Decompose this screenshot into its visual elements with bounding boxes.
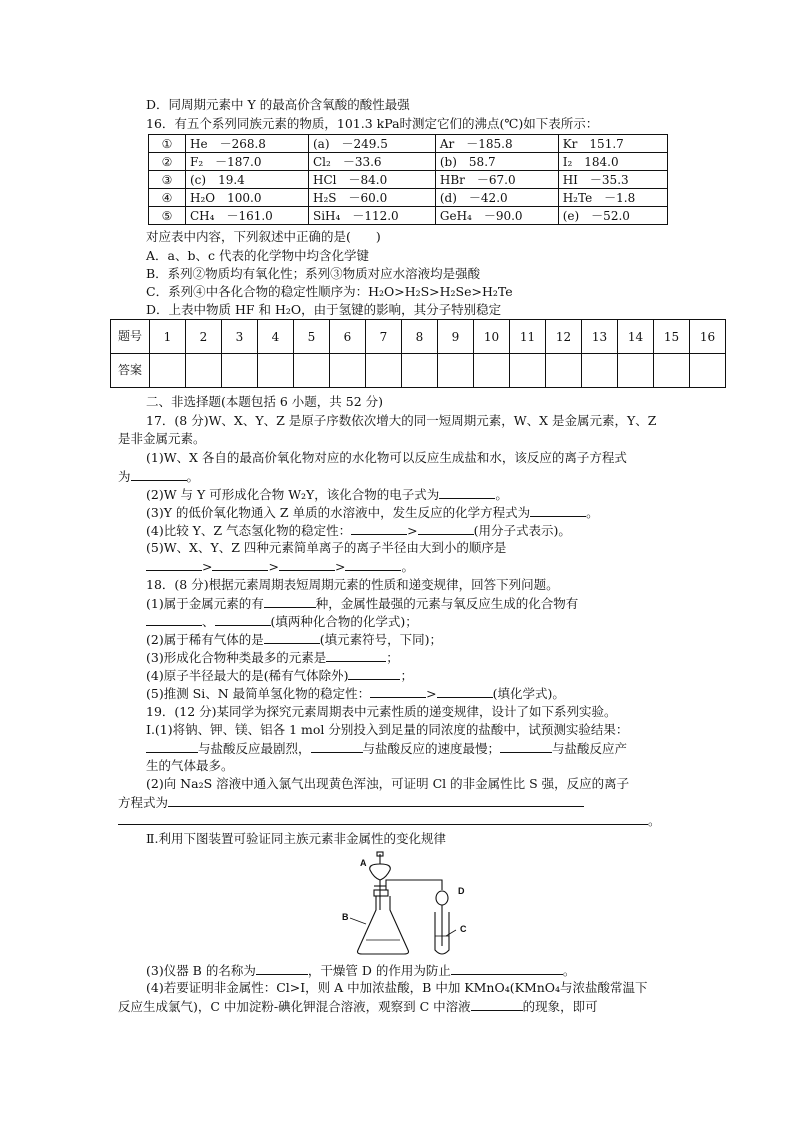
q19-line7-end: 。 (648, 813, 661, 828)
q17-line7-sep: > (407, 523, 418, 538)
answer-cell[interactable] (546, 354, 582, 388)
separatory-funnel (370, 864, 391, 880)
q17-line5 (146, 486, 508, 503)
table-row (149, 207, 668, 225)
answer-cell[interactable] (654, 354, 690, 388)
q17-line6-text: (3)Y 的低价氧化物通入 Z 单质的水溶液中，发生反应的化学方程式为 (146, 505, 531, 520)
q18-line7 (146, 685, 565, 702)
q18-line2 (146, 595, 578, 612)
q19-line5: (2)向 Na₂S 溶液中通入氯气出现黄色浑浊，可证明 Cl 的非金属性比 S 强，反应的离子 (146, 776, 630, 791)
answer-num: 6 (330, 320, 366, 354)
q19-line1: 19．(12 分)某同学为探究元素周期表中元素性质的递变规律，设计了如下系列实验。 (146, 704, 617, 719)
table-cell: (d) －42.0 (435, 189, 558, 207)
answer-cell[interactable] (186, 354, 222, 388)
answer-cell[interactable] (294, 354, 330, 388)
answer-num: 16 (690, 320, 726, 354)
answer-blank[interactable] (348, 667, 400, 680)
table-row (149, 135, 668, 153)
q19-line11 (118, 998, 598, 1015)
answer-num: 12 (546, 320, 582, 354)
q17-line9 (146, 558, 414, 575)
q17-line7-end: (用分子式表示)。 (473, 523, 571, 538)
answer-blank[interactable] (351, 522, 407, 535)
answer-table-header-num: 题号 (111, 320, 150, 354)
apparatus-figure (338, 850, 478, 960)
table-cell: Cl₂ －33.6 (309, 153, 436, 171)
answer-num: 10 (474, 320, 510, 354)
q18-line7-sep: > (426, 686, 437, 701)
table-row (149, 189, 668, 207)
answer-num: 11 (510, 320, 546, 354)
table-row (149, 153, 668, 171)
q17-line6-end: 。 (586, 505, 599, 520)
drying-tube (436, 891, 448, 905)
q18-line7-end: (填化学式)。 (492, 686, 565, 701)
q16-option-a: A．a、b、c 代表的化学物中均含化学键 (146, 248, 369, 263)
q18-line6-end: ； (400, 668, 413, 683)
answer-table-header-answer: 答案 (111, 354, 150, 388)
answer-cell[interactable] (474, 354, 510, 388)
q16-option-d: D．上表中物质 HF 和 H₂O，由于氢键的影响，其分子特别稳定 (146, 302, 502, 317)
answer-cell[interactable] (330, 354, 366, 388)
table-cell: HBr －67.0 (435, 171, 558, 189)
q19-line3-text2: 与盐酸反应的速度最慢； (362, 741, 501, 756)
table-cell: (a) －249.5 (309, 135, 436, 153)
label-c: C (460, 924, 467, 934)
boiling-point-table (148, 134, 668, 225)
answer-num: 5 (294, 320, 330, 354)
answer-blank[interactable] (168, 794, 584, 807)
table-cell: He －268.8 (186, 135, 309, 153)
q17-line3: (1)W、X 各自的最高价氧化物对应的水化物可以反应生成盐和水，该反应的离子方程式 (146, 450, 627, 465)
table-cell: ③ (149, 171, 186, 189)
answer-blank[interactable] (279, 558, 335, 571)
q19-line3-text: 与盐酸反应最剧烈， (198, 741, 311, 756)
q18-line5 (146, 649, 399, 666)
q19-line10: (4)若要证明非金属性：Cl>I，则 A 中加浓盐酸，B 中加 KMnO₄(KMnO₄与浓盐酸常温下 (146, 980, 648, 995)
q19-line6 (118, 794, 584, 811)
q17-line9-sep: > (202, 559, 213, 574)
q17-line9-sep: > (334, 559, 346, 574)
table-cell: (b) 58.7 (435, 153, 558, 171)
answer-blank[interactable] (471, 998, 523, 1011)
answer-cell[interactable] (258, 354, 294, 388)
q18-line4-end: (填元素符号，下同)； (319, 632, 442, 647)
table-cell: SiH₄ －112.0 (309, 207, 436, 225)
answer-cell[interactable] (150, 354, 186, 388)
answer-cell[interactable] (222, 354, 258, 388)
answer-blank[interactable] (256, 962, 308, 975)
table-cell: GeH₄ －90.0 (435, 207, 558, 225)
table-cell: F₂ －187.0 (186, 153, 309, 171)
q18-line3-end: (填两种化合物的化学式)； (270, 614, 418, 629)
answer-num: 4 (258, 320, 294, 354)
q17-line4-end: 。 (186, 469, 200, 484)
q19-line8: Ⅱ.利用下图装置可验证同主族元素非金属性的变化规律 (146, 831, 446, 846)
table-cell: CH₄ －161.0 (186, 207, 309, 225)
q17-line5-end: 。 (495, 487, 508, 502)
table-cell: HI －35.3 (558, 171, 667, 189)
answer-blank[interactable] (311, 740, 363, 753)
label-d: D (458, 886, 465, 896)
answer-cell[interactable] (618, 354, 654, 388)
q17-line2: 是非金属元素。 (118, 431, 206, 446)
answer-num: 1 (150, 320, 186, 354)
table-row (111, 320, 726, 354)
answer-cell[interactable] (690, 354, 726, 388)
table-cell: ⑤ (149, 207, 186, 225)
answer-num: 15 (654, 320, 690, 354)
table-cell: Kr 151.7 (558, 135, 667, 153)
table-row (111, 354, 726, 388)
answer-num: 3 (222, 320, 258, 354)
answer-cell[interactable] (366, 354, 402, 388)
q19-line2: Ⅰ.(1)将钠、钾、镁、铝各 1 mol 分别投入到足量的同浓度的盐酸中，试预测实验结果： (146, 722, 629, 737)
answer-blank[interactable] (146, 558, 202, 571)
part2-heading: 二、非选择题(本题包括 6 小题，共 52 分) (146, 394, 384, 409)
q16-option-b: B．系列②物质均有氧化性；系列③物质对应水溶液均是强酸 (146, 266, 481, 281)
q18-line6-text: (4)原子半径最大的是(稀有气体除外) (146, 668, 349, 683)
q18-line4-text: (2)属于稀有气体的是 (146, 632, 264, 647)
label-b: B (342, 912, 349, 922)
answer-blank[interactable] (146, 613, 202, 626)
q17-line4-text: 为 (118, 469, 131, 484)
table-cell: ① (149, 135, 186, 153)
answer-blank[interactable] (370, 685, 426, 698)
q18-line1: 18．(8 分)根据元素周期表短周期元素的性质和递变规律，回答下列问题。 (146, 577, 559, 592)
answer-num: 14 (618, 320, 654, 354)
answer-cell[interactable] (510, 354, 546, 388)
q18-line7-text: (5)推测 Si、N 最简单氢化物的稳定性： (146, 686, 371, 701)
answer-blank[interactable] (500, 740, 552, 753)
q19-line3-text3: 与盐酸反应产 (552, 741, 628, 756)
answer-blank[interactable] (439, 486, 495, 499)
table-cell: Ar －185.8 (435, 135, 558, 153)
q18-line6 (146, 667, 413, 684)
q19-line9-text: (3)仪器 B 的名称为 (146, 963, 256, 978)
q17-line8: (5)W、X、Y、Z 四种元素简单离子的离子半径由大到小的顺序是 (146, 540, 507, 555)
answer-blank[interactable] (451, 962, 563, 975)
q15-option-d: D．同周期元素中 Y 的最高价含氧酸的酸性最强 (146, 97, 410, 112)
q16-option-c: C．系列④中各化合物的稳定性顺序为：H₂O>H₂S>H₂Se>H₂Te (146, 284, 513, 299)
answer-cell[interactable] (582, 354, 618, 388)
label-a: A (360, 858, 367, 868)
table-cell: H₂O 100.0 (186, 189, 309, 207)
q16-ask: 对应表中内容，下列叙述中正确的是( ) (146, 229, 381, 244)
table-cell: HCl －84.0 (309, 171, 436, 189)
q18-line2-text2: 种，金属性最强的元素与氧反应生成的化合物有 (315, 596, 579, 611)
q19-line7 (118, 812, 661, 829)
answer-blank[interactable] (146, 740, 198, 753)
q19-line9-end: 。 (562, 963, 576, 978)
conical-flask (358, 896, 409, 954)
answer-num: 7 (366, 320, 402, 354)
answer-blank[interactable] (530, 504, 586, 517)
q19-line6-text: 方程式为 (118, 795, 169, 810)
answer-blank[interactable] (264, 631, 320, 644)
q17-line9-end: 。 (401, 559, 414, 574)
q17-line6 (146, 504, 599, 521)
answer-cell[interactable] (402, 354, 438, 388)
answer-blank[interactable] (215, 613, 271, 626)
answer-num: 2 (186, 320, 222, 354)
answer-blank[interactable] (212, 558, 268, 571)
q17-line7 (146, 522, 571, 539)
q16-stem: 16．有五个系列同族元素的物质，101.3 kPa时测定它们的沸点(℃)如下表所示： (146, 116, 599, 131)
q18-line2-text: (1)属于金属元素的有 (146, 596, 264, 611)
table-cell: H₂Te －1.8 (558, 189, 667, 207)
q19-line11-text: 反应生成氯气)，C 中加淀粉-碘化钾混合溶液，观察到 C 中溶液 (118, 999, 471, 1014)
table-cell: (e) －52.0 (558, 207, 667, 225)
q17-line7-text: (4)比较 Y、Z 气态氢化物的稳定性： (146, 523, 352, 538)
stopper (374, 890, 388, 896)
q18-line5-end: ； (386, 650, 399, 665)
answer-cell[interactable] (438, 354, 474, 388)
answer-blank[interactable] (418, 522, 474, 535)
answer-num: 8 (402, 320, 438, 354)
q19-line4: 生的气体最多。 (146, 758, 234, 773)
q17-line9-sep: > (268, 559, 279, 574)
answer-blank[interactable] (326, 649, 386, 662)
answer-blank[interactable] (437, 685, 493, 698)
table-cell: ④ (149, 189, 186, 207)
q18-line5-text: (3)形成化合物种类最多的元素是 (146, 650, 327, 665)
q19-line3 (146, 740, 627, 757)
q18-line4 (146, 631, 442, 648)
table-cell: I₂ 184.0 (558, 153, 667, 171)
answer-table (110, 319, 726, 388)
q18-line3 (146, 613, 418, 630)
answer-blank[interactable] (131, 468, 187, 481)
table-cell: (c) 19.4 (186, 171, 309, 189)
q19-line11-end: 的现象，即可 (522, 999, 598, 1014)
table-cell: ② (149, 153, 186, 171)
answer-num: 9 (438, 320, 474, 354)
q17-line5-text: (2)W 与 Y 可形成化合物 W₂Y，该化合物的电子式为 (146, 487, 440, 502)
q18-line3-sep: 、 (202, 614, 215, 629)
table-row (149, 171, 668, 189)
answer-blank[interactable] (118, 812, 648, 825)
q19-line9 (146, 962, 575, 979)
answer-blank[interactable] (345, 558, 401, 571)
q19-line9-text2: ，干燥管 D 的作用为防止 (307, 963, 451, 978)
answer-blank[interactable] (264, 595, 316, 608)
q17-line1: 17．(8 分)W、X、Y、Z 是原子序数依次增大的同一短周期元素，W、X 是金属元素，Y、Z (146, 413, 657, 428)
q17-line4 (118, 468, 199, 485)
table-cell: H₂S －60.0 (309, 189, 436, 207)
answer-num: 13 (582, 320, 618, 354)
